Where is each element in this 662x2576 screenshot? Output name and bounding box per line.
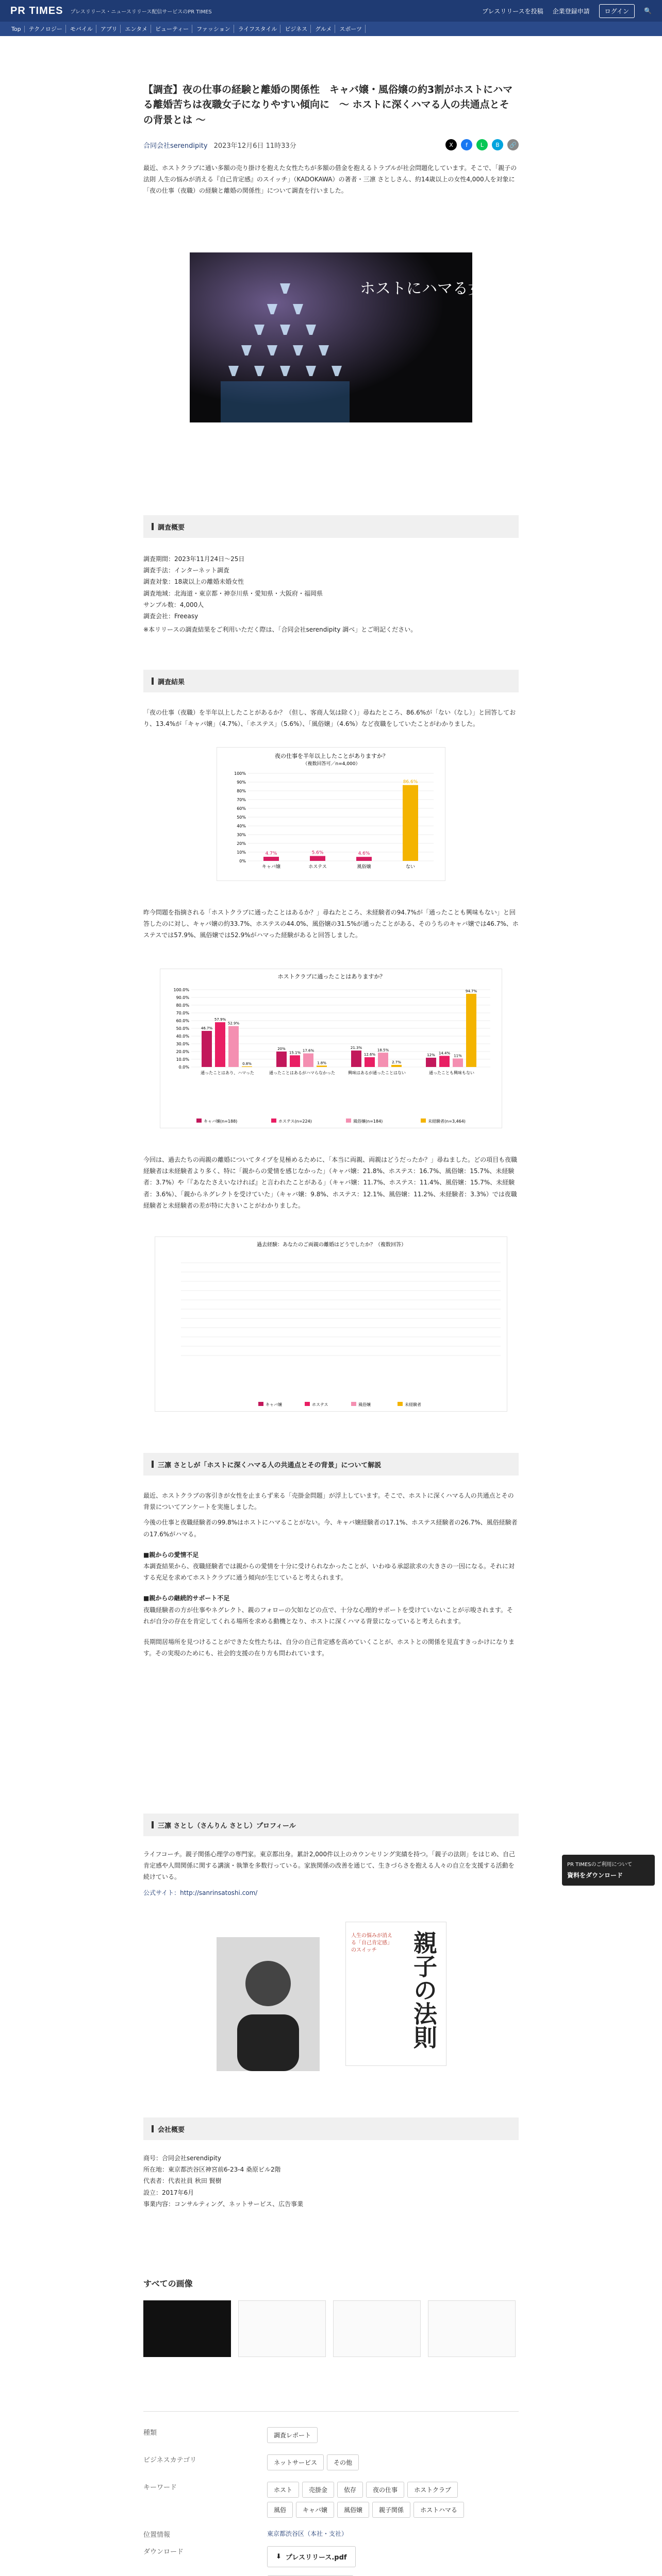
company-link[interactable]: 合同会社serendipity xyxy=(143,142,208,150)
media-gallery xyxy=(143,2277,519,2357)
interview-p4: 本調査結果から、夜職経験者では親からの愛情を十分に受けられなかったことが、いわゆる承認欲求の大きさの一因になる。それに対する充足を求めてホストクラブに通う傾向が生じていると考えられます。 xyxy=(143,1562,515,1582)
thumb-chart1[interactable] xyxy=(238,2300,326,2357)
keyword-tag[interactable]: 風俗 xyxy=(267,2502,293,2518)
chart2-tick: 80.0% xyxy=(176,1003,189,1008)
keyword-tag[interactable]: ホストクラブ xyxy=(407,2482,458,2498)
chart1-tick: 20% xyxy=(237,841,246,846)
chart2-bar xyxy=(351,1050,361,1067)
book-cover[interactable] xyxy=(345,1922,446,2066)
article xyxy=(143,82,519,196)
chart1-tick: 30% xyxy=(237,833,246,837)
chart1-category: ない xyxy=(405,865,416,870)
profile-site-link[interactable]: 公式サイト：http://sanrinsatoshi.com/ xyxy=(143,1889,258,1896)
company-register-link[interactable]: 企業登録申請 xyxy=(552,7,590,15)
profile-heading: 三凛 さとし（さんりん さとし）プロフィール xyxy=(143,1814,519,1836)
result-paragraph-2: 昨今問題を指摘される「ホストクラブに通ったことはあるか？」尋ねたところ、未経験者の94.7%が「通ったことも興味もない」と回答したのに対し、キャバ嬢の約33.7%、ホステスの44.0%、風俗嬢の31.5%が通ったことがある、そのうちのキャバ嬢では46.7%、ホステスでは57.9%、風俗嬢では52.9%がハマった経験があると回答しました。 xyxy=(143,909,519,939)
chart1-subtitle: （複数回答可／n=4,000） xyxy=(303,761,360,767)
chart2-tick: 20.0% xyxy=(176,1049,189,1054)
chart2-category: 通ったことはあり、ハマった xyxy=(201,1071,254,1075)
chart2-tick: 40.0% xyxy=(176,1034,189,1039)
chart1-bar xyxy=(403,785,418,861)
chart2-bar xyxy=(453,1059,463,1067)
download-icon: ⬇ xyxy=(276,2553,282,2561)
biz-label: ビジネスカテゴリ xyxy=(143,2456,197,2464)
media-heading: すべての画像 xyxy=(143,2279,193,2289)
chart3-legend-swatch xyxy=(398,1402,403,1406)
post-release-link[interactable]: プレスリリースを投稿 xyxy=(482,7,543,15)
chart2-bar xyxy=(466,994,476,1067)
keyword-tag[interactable]: 売掛金 xyxy=(302,2482,334,2498)
survey-item: 調査期間：2023年11月24日〜25日 xyxy=(143,555,245,563)
chart2-bar xyxy=(290,1055,300,1067)
chart2-value: 14.4% xyxy=(438,1051,451,1056)
chart2-value: 46.7% xyxy=(201,1026,213,1030)
chart2-value: 17.6% xyxy=(302,1048,315,1053)
chart2-legend-swatch xyxy=(271,1118,276,1123)
chart2-legend-swatch xyxy=(421,1118,426,1123)
chart3-svg xyxy=(155,1237,508,1412)
chart2-tick: 10.0% xyxy=(176,1057,189,1062)
chart2-tick: 70.0% xyxy=(176,1011,189,1015)
category-3[interactable]: アプリ xyxy=(97,25,121,33)
author-silhouette xyxy=(217,1937,320,2071)
chart1-tick: 100% xyxy=(234,771,246,776)
chart2-legend-label: 未経験者(n=3,464) xyxy=(428,1119,466,1124)
chart3-legend-label: キャバ嬢 xyxy=(266,1402,282,1407)
chart2-category: 通ったことはあるがハマらなかった xyxy=(269,1071,335,1075)
chart-job-experience xyxy=(217,747,445,881)
interview-p1: 最近、ホストクラブの客引きが女性を止まらず来る「売掛金問題」が浮上しています。そこで、ホストに深くハマる人の共通点とその背景についてアンケートを実施しました。 xyxy=(143,1492,514,1511)
chart2-legend-swatch xyxy=(346,1118,351,1123)
chart2-value: 0.8% xyxy=(242,1061,252,1066)
biz-tag[interactable]: その他 xyxy=(327,2454,359,2470)
chart2-bar xyxy=(276,1052,287,1067)
company-info-item: 所在地：東京都渋谷区神宮前6-23-4 桑原ビル2階 xyxy=(143,2166,281,2174)
chart2-tick: 30.0% xyxy=(176,1042,189,1046)
chart1-tick: 90% xyxy=(237,780,246,785)
download-label: ダウンロード xyxy=(143,2548,184,2556)
keyword-tag[interactable]: 風俗嬢 xyxy=(337,2502,369,2518)
survey-item: サンプル数：4,000人 xyxy=(143,601,204,608)
chart2-bar xyxy=(378,1053,388,1067)
interview-p6: 夜職経験者の方が仕事やネグレクト、親のフォローの欠如などの点で、十分な心理的サポートを受けていないことが示唆されます。それが自分の存在を肯定してくれる場所を求める動機となり、ホストに深くハマる背景になっていると考えられます。 xyxy=(143,1606,513,1625)
search-icon[interactable]: 🔍 xyxy=(644,7,652,14)
category-7[interactable]: ライフスタイル xyxy=(235,25,281,33)
category-nav xyxy=(0,22,662,36)
chart2-value: 15.1% xyxy=(289,1050,301,1055)
result-paragraph-1: 「夜の仕事（夜職）を半年以上したことがあるか？（但し、客商人気は除く）」尋ねたところ、86.6%が「ない（なし）」と回答しており、13.4%が「キャバ嬢」（4.7%）、「ホステス」（5.6%）、「風俗嬢」（4.6%）など夜職をしていたことがわかりました。 xyxy=(143,709,516,728)
profile-text: ライフコーチ。親子関係心理学の専門家。東京都出身。累計2,000件以上のカウンセリング実績を持つ。「親子の法則」をはじめ、自己肯定感や人間関係に関する講演・執筆を多数行っている。家族関係の改善を通じて、生きづらさを抱える人々の自立を支援する活動を続けている。 xyxy=(143,1851,515,1881)
lead-text: 最近、ホストクラブに通い多額の売り掛けを抱えた女性たちが多額の借金を抱えるトラブルが社会問題化しています。そこで、「親子の法則 人生の悩みが消える『自己肯定感』のスイッチ」（KADOKAWA）の著者・三凛 さとしさん、約14歳以上の女性4,000人を対象に「夜の仕事（夜職）の経験と離婚の関係性」について調査を行いました。 xyxy=(143,164,517,194)
chart2-tick: 60.0% xyxy=(176,1019,189,1023)
place-label: 位置情報 xyxy=(143,2531,171,2539)
download-badge[interactable] xyxy=(562,1855,655,1886)
company-info-item: 商号：合同会社serendipity xyxy=(143,2155,222,2162)
chart2-bar xyxy=(303,1054,313,1067)
category-1[interactable]: テクノロジー xyxy=(26,25,66,33)
chart1-tick: 0% xyxy=(239,859,246,863)
result-heading: 調査結果 xyxy=(143,670,519,692)
chart2-bar xyxy=(228,1026,239,1067)
thumb-chart2[interactable] xyxy=(333,2300,421,2357)
download-pdf-label: プレスリリース.pdf xyxy=(285,2554,347,2562)
chart2-svg xyxy=(160,969,503,1129)
category-2[interactable]: モバイル xyxy=(67,25,96,33)
survey-item: 調査地域：北海道・東京都・神奈川県・愛知県・大阪府・福岡県 xyxy=(143,589,323,597)
survey-note: ※本リリースの調査結果をご利用いただく際は、「合同会社serendipity 調べ」とご明記ください。 xyxy=(143,626,417,634)
chart2-legend-label: 風俗嬢(n=184) xyxy=(353,1119,383,1124)
company-info-item: 事業内容：コンサルティング、ネットサービス、広告事業 xyxy=(143,2200,304,2208)
chart2-bar xyxy=(317,1065,327,1067)
chart1-value: 5.6% xyxy=(311,850,324,856)
chart2-value: 12% xyxy=(427,1053,435,1057)
interview-section xyxy=(143,1453,519,1659)
tagline: プレスリリース・ニュースリリース配信サービスのPR TIMES xyxy=(70,9,212,15)
chart2-bar xyxy=(426,1058,436,1067)
author-photo[interactable] xyxy=(217,1937,320,2071)
company-info-item: 設立：2017年6月 xyxy=(143,2189,194,2196)
survey-heading: 調査概要 xyxy=(143,515,519,538)
chart1-bar xyxy=(310,856,325,861)
prtimes-logo[interactable]: PR TIMES xyxy=(10,5,63,16)
chart2-bar xyxy=(365,1057,375,1067)
article-title: 【調査】夜の仕事の経験と離婚の関係性 キャバ嬢・風俗嬢の約3割がホストにハマる離婚苦ちは夜職女子になりやすい傾向に ～ ホストに深くハマる人の共通点とその背景とは ～ xyxy=(143,84,513,126)
category-6[interactable]: ファッション xyxy=(193,25,234,33)
download-badge-label: 資料をダウンロード xyxy=(567,1872,623,1879)
login-button[interactable]: ログイン xyxy=(599,4,635,18)
download-pdf-button[interactable] xyxy=(267,2546,356,2567)
result-section xyxy=(143,670,519,730)
hatena-share-icon[interactable]: B xyxy=(492,139,503,150)
survey-item: 調査対象：18歳以上の離婚未婚女性 xyxy=(143,578,244,586)
keyword-tag[interactable]: 夜の仕事 xyxy=(366,2482,404,2498)
chart2-bar xyxy=(242,1066,252,1067)
chart2-category: 興味はあるが通ったことはない xyxy=(348,1071,406,1075)
company-heading: 会社概要 xyxy=(143,2117,519,2140)
chart-parents xyxy=(155,1236,507,1412)
chart1-title: 夜の仕事を半年以上したことがありますか？ xyxy=(275,753,388,759)
chart2-title: ホストクラブに通ったことはありますか？ xyxy=(277,973,386,980)
chart1-value: 4.7% xyxy=(265,851,277,857)
chart2-value: 21.3% xyxy=(350,1046,362,1050)
keyword-tag[interactable]: キャバ嬢 xyxy=(296,2502,334,2518)
chart3-title: 過去経験：あなたのご両親の離婚はどうでしたか？（複数回答） xyxy=(257,1242,406,1248)
chart2-legend-swatch xyxy=(196,1118,202,1123)
chart2-legend-label: キャバ嬢(n=188) xyxy=(204,1119,238,1124)
chart2-value: 20% xyxy=(277,1047,286,1051)
survey-section xyxy=(143,515,519,635)
chart-host-club xyxy=(160,969,502,1128)
interview-p7: 長期間居場所を見つけることができた女性たちは、自分の自己肯定感を高めていくことが、ホストとの関係を見直すきっかけになります。その実現のためにも、社会的支援の在り方も問われています。 xyxy=(143,1638,515,1657)
chart2-tick: 100.0% xyxy=(173,988,189,992)
category-4[interactable]: エンタメ xyxy=(122,25,151,33)
line-share-icon[interactable]: L xyxy=(476,139,488,150)
chart2-value: 1.8% xyxy=(317,1061,326,1065)
chart3-legend-label: 風俗嬢 xyxy=(358,1402,371,1407)
keyword-tag[interactable]: 親子関係 xyxy=(372,2502,410,2518)
release-meta xyxy=(143,2411,519,2576)
chart1-value: 86.6% xyxy=(403,779,418,785)
chart2-value: 2.7% xyxy=(392,1060,401,1064)
thumb-hero[interactable] xyxy=(143,2300,231,2357)
chart1-tick: 80% xyxy=(237,789,246,793)
chart2-tick: 0.0% xyxy=(178,1065,189,1070)
facebook-share-icon[interactable]: f xyxy=(461,139,472,150)
chart3-legend-swatch xyxy=(305,1402,310,1406)
chart1-tick: 50% xyxy=(237,815,246,820)
chart2-bar xyxy=(391,1065,402,1067)
twitter-share-icon[interactable]: X xyxy=(445,139,457,150)
keyword-tag[interactable]: ホストハマる xyxy=(413,2502,464,2518)
chart2-value: 94.7% xyxy=(465,989,477,993)
chart1-category: キャバ嬢 xyxy=(261,865,281,870)
interview-p5: ■親からの継続的サポート不足 xyxy=(143,1595,230,1602)
chart2-value: 12.6% xyxy=(363,1053,376,1057)
chart2-value: 57.9% xyxy=(214,1018,226,1022)
book-subtitle: 人生の悩みが消える「自己肯定感」のスイッチ xyxy=(351,1933,392,1953)
chart1-tick: 40% xyxy=(237,824,246,828)
category-9[interactable]: グルメ xyxy=(312,25,335,33)
chart2-value: 11% xyxy=(454,1054,462,1058)
hero-caption: ホストにハマる女たち xyxy=(360,280,515,298)
chart1-tick: 60% xyxy=(237,806,246,811)
interview-p2: 今後の仕事と夜職経験者の99.8%はホストにハマることがない。今、キャバ嬢経験者の17.1%、ホステス経験者の26.7%、風俗経験者の17.6%がハマる。 xyxy=(143,1519,518,1538)
keyword-label: キーワード xyxy=(143,2484,177,2492)
chart1-svg xyxy=(217,748,446,882)
survey-list xyxy=(143,553,519,622)
keyword-tag[interactable]: ホスト xyxy=(267,2482,299,2498)
download-badge-small: PR TIMESのご利用について xyxy=(567,1862,633,1868)
type-label: 種類 xyxy=(143,2429,157,2437)
publish-date: 2023年12月6日 11時33分 xyxy=(213,142,296,150)
category-5[interactable]: ビューティー xyxy=(152,25,192,33)
chart1-value: 4.6% xyxy=(358,851,370,857)
place-link[interactable]: 東京都渋谷区（本社・支社） xyxy=(267,2530,348,2537)
chart1-tick: 10% xyxy=(237,850,246,855)
profile-section xyxy=(143,1814,519,1899)
chart1-bar xyxy=(263,857,279,861)
chart2-value: 52.9% xyxy=(227,1021,240,1026)
book-title: 親子の法則 xyxy=(410,1930,438,2049)
chart3-legend-label: ホステス xyxy=(312,1402,328,1407)
category-8[interactable]: ビジネス xyxy=(282,25,311,33)
result-paragraph-3: 今回は、過去たちの両親の離婚についてタイプを見極めるために、「本当に両親、両親はどうだったか？」尋ねました。どの項目も夜職経験者は未経験者より多く、特に「親からの愛情を感じなかった」（キャバ嬢：21.8%、ホステス：16.7%、風俗嬢：15.7%、未経験者：3.7%）や「『あなたさえいなければ』と言われたことがある」（キャバ嬢：11.7%、ホステス：11.4%、風俗嬢：15.7%、未経験者：3.6%）、「親からネグレクトを受けていた」（キャバ嬢：9.8%、ホステス：12.1%、風俗嬢：11.2%、未経験者：3.3%）では夜職経験者と未経験者の差が特に大きいことがわかりました。 xyxy=(143,1156,518,1209)
hero-image[interactable] xyxy=(190,252,515,422)
chart1-tick: 70% xyxy=(237,798,246,802)
chart2-legend-label: ホステス(n=224) xyxy=(278,1119,312,1124)
chart2-bar xyxy=(439,1056,450,1067)
chart2-tick: 50.0% xyxy=(176,1026,189,1031)
category-10[interactable]: スポーツ xyxy=(336,25,366,33)
chart1-bar xyxy=(356,857,372,861)
chart2-value: 18.5% xyxy=(377,1048,389,1053)
champagne-tower-illustration xyxy=(190,252,515,422)
interview-p3: ■親からの愛情不足 xyxy=(143,1551,199,1558)
keyword-tag[interactable]: 依存 xyxy=(337,2482,363,2498)
interview-heading: 三凛 さとしが「ホストに深くハマる人の共通点とその背景」について解説 xyxy=(143,1453,519,1476)
chart2-bar xyxy=(215,1022,225,1067)
link-copy-icon[interactable]: 🔗 xyxy=(507,139,519,150)
survey-item: 調査手法：インターネット調査 xyxy=(143,567,229,574)
category-0[interactable]: Top xyxy=(8,26,25,32)
chart3-legend-label: 未経験者 xyxy=(405,1402,421,1407)
top-bar xyxy=(0,0,662,22)
type-tag[interactable]: 調査レポート xyxy=(267,2427,318,2443)
chart1-category: ホステス xyxy=(308,865,327,870)
company-info-item: 代表者：代表社員 秋田 賢樹 xyxy=(143,2177,222,2185)
company-section xyxy=(143,2117,519,2210)
company-info xyxy=(143,2153,519,2210)
chart1-category: 風俗嬢 xyxy=(357,865,371,870)
chart2-category: 通ったことも興味もない xyxy=(429,1071,474,1075)
biz-tag[interactable]: ネットサービス xyxy=(267,2454,324,2470)
chart3-legend-swatch xyxy=(351,1402,356,1406)
survey-item: 調査会社：Freeasy xyxy=(143,612,198,620)
chart2-tick: 90.0% xyxy=(176,995,189,1000)
chart3-legend-swatch xyxy=(258,1402,263,1406)
thumb-chart3[interactable] xyxy=(428,2300,516,2357)
chart2-bar xyxy=(202,1031,212,1067)
